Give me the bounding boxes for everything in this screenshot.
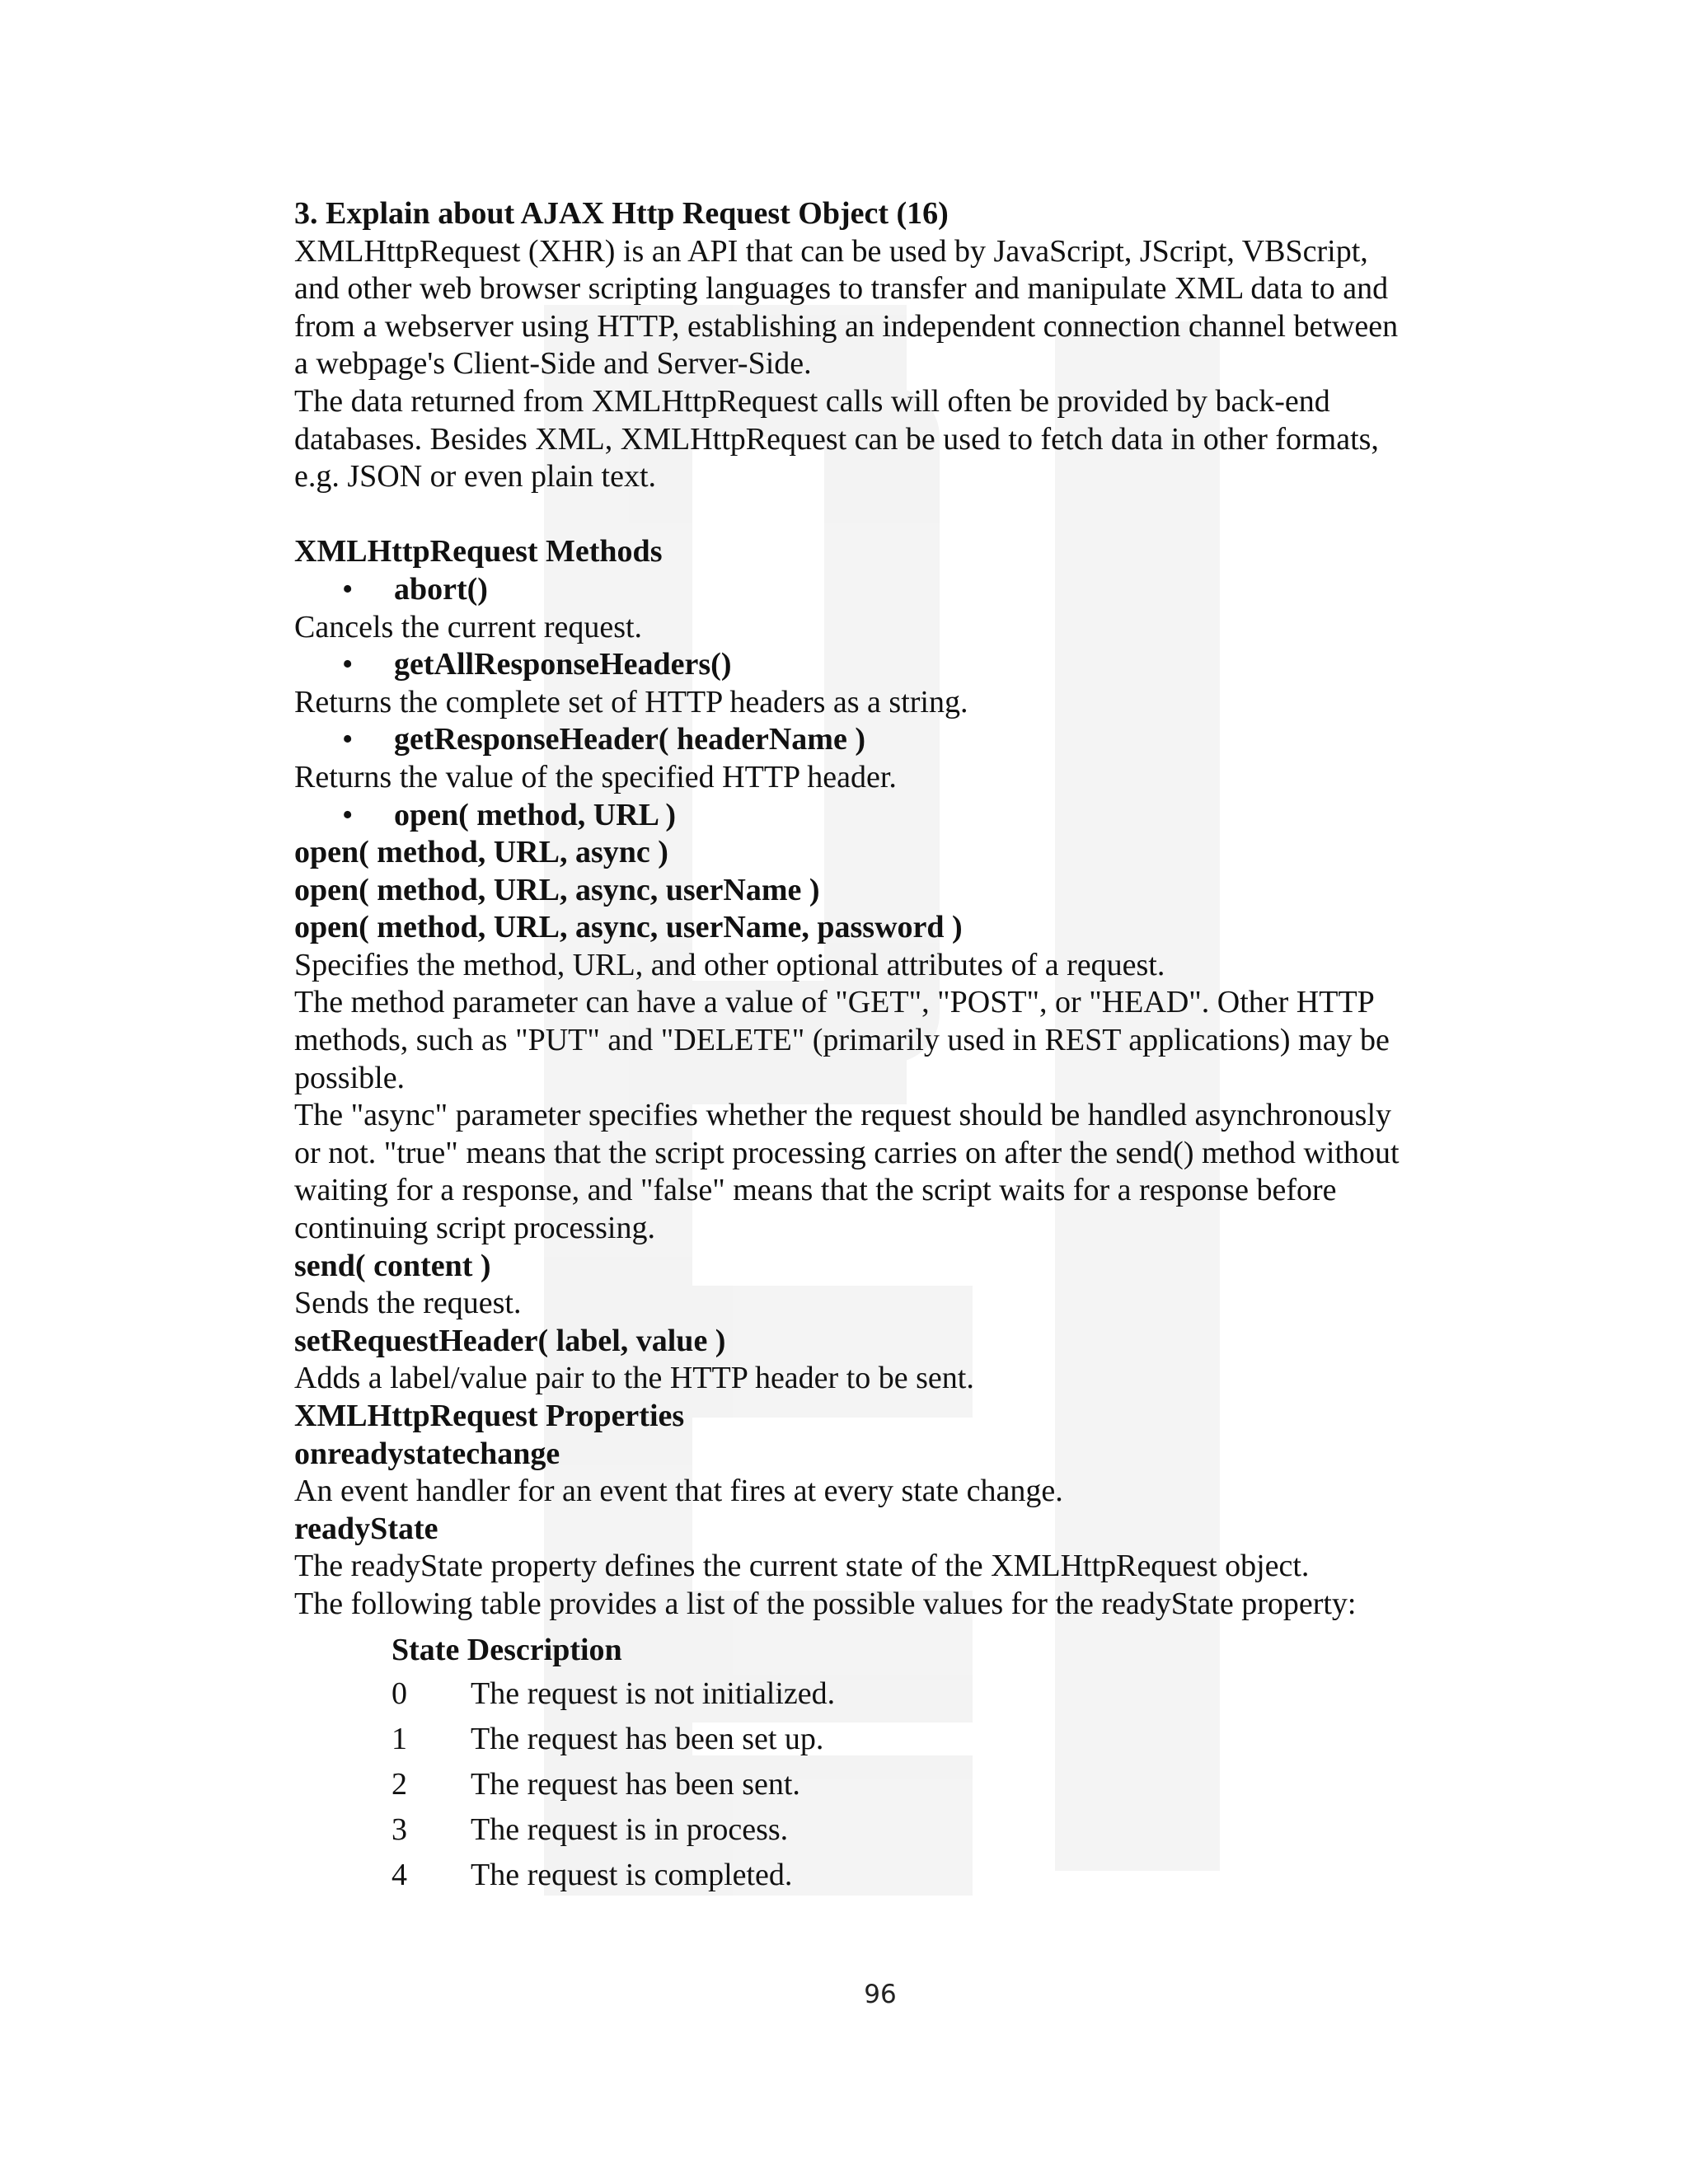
state-value: 2 [392,1766,407,1802]
state-value: 4 [392,1857,407,1892]
intro-paragraph [294,233,1448,496]
method-name: abort() [394,571,488,607]
bullet-icon: • [342,571,354,607]
property-description: An event handler for an event that fires at every state change. [294,1474,1063,1509]
state-description: The request is not initialized. [471,1675,836,1711]
intro-line: a webpage's Client-Side and Server-Side. [294,346,812,382]
open-description-line: The "async" parameter specifies whether the request should be handled asynchronously [294,1098,1392,1133]
open-description-line: methods, such as "PUT" and "DELETE" (primarily used in REST applications) may be [294,1023,1390,1058]
intro-line: e.g. JSON or even plain text. [294,459,657,494]
open-variant: open( method, URL, async, userName ) [294,872,820,907]
method-get-response-header [294,721,1448,759]
property-description: The readyState property defines the current state of the XMLHttpRequest object. [294,1549,1310,1584]
spacer [294,496,1448,534]
method-description: Adds a label/value pair to the HTTP header to be sent. [294,1361,974,1396]
open-description-line: continuing script processing. [294,1211,655,1246]
table-row [392,1717,1448,1762]
state-value: 1 [392,1721,407,1756]
method-description: Sends the request. [294,1286,522,1321]
method-get-all-response-headers [294,646,1448,684]
intro-line: The data returned from XMLHttpRequest calls will often be provided by back-end [294,383,1330,419]
table-row [392,1671,1448,1717]
state-description: The request has been sent. [471,1766,800,1802]
state-value: 0 [392,1675,407,1711]
properties-heading: XMLHttpRequest Properties [294,1399,685,1433]
open-variant: open( method, URL, async ) [294,835,668,870]
property-onreadystatechange: onreadystatechange [294,1436,560,1471]
state-description: The request is completed. [471,1857,793,1892]
method-name: getResponseHeader( headerName ) [394,722,865,757]
open-description-line: waiting for a response, and "false" means that the script waits for a response before [294,1173,1337,1208]
ready-state-table [392,1629,1448,1898]
bullet-icon: • [342,647,354,682]
intro-line: XMLHttpRequest (XHR) is an API that can be used by JavaScript, JScript, VBScript, [294,233,1368,269]
property-readystate: readyState [294,1511,438,1546]
state-description: The request is in process. [471,1811,789,1847]
property-description: The following table provides a list of the possible values for the readyState property: [294,1586,1357,1621]
method-description: Cancels the current request. [294,609,643,644]
methods-heading: XMLHttpRequest Methods [294,534,663,569]
intro-line: and other web browser scripting languages to transfer and manipulate XML data to and [294,271,1389,307]
open-description-line: or not. "true" means that the script processing carries on after the send() method without [294,1135,1400,1170]
intro-line: databases. Besides XML, XMLHttpRequest can be used to fetch data in other formats, [294,421,1379,457]
method-send: send( content ) [294,1248,491,1283]
open-variant: open( method, URL, async, userName, password ) [294,910,963,945]
method-description: Returns the complete set of HTTP headers as a string. [294,684,968,719]
method-name: open( method, URL ) [394,797,677,832]
table-row [392,1762,1448,1807]
open-description-line: Specifies the method, URL, and other optional attributes of a request. [294,947,1165,982]
method-abort [294,571,1448,609]
page-number: 96 [864,1980,897,2009]
method-description: Returns the value of the specified HTTP header. [294,759,897,794]
method-open [294,797,1448,835]
intro-line: from a webserver using HTTP, establishing an independent connection channel between [294,308,1399,344]
method-name: getAllResponseHeaders() [394,647,732,682]
section-title: 3. Explain about AJAX Http Request Object (16) [294,196,949,231]
state-description: The request has been set up. [471,1721,824,1756]
bullet-icon: • [342,722,354,757]
table-row [392,1807,1448,1853]
table-row [392,1853,1448,1898]
open-description [294,947,1448,1248]
document-body [294,195,1448,1898]
bullet-icon: • [342,797,354,832]
table-header: State Description [392,1632,622,1667]
state-value: 3 [392,1811,407,1847]
open-description-line: possible. [294,1060,406,1095]
open-description-line: The method parameter can have a value of "GET", "POST", or "HEAD". Other HTTP [294,985,1375,1020]
method-set-request-header: setRequestHeader( label, value ) [294,1323,726,1358]
